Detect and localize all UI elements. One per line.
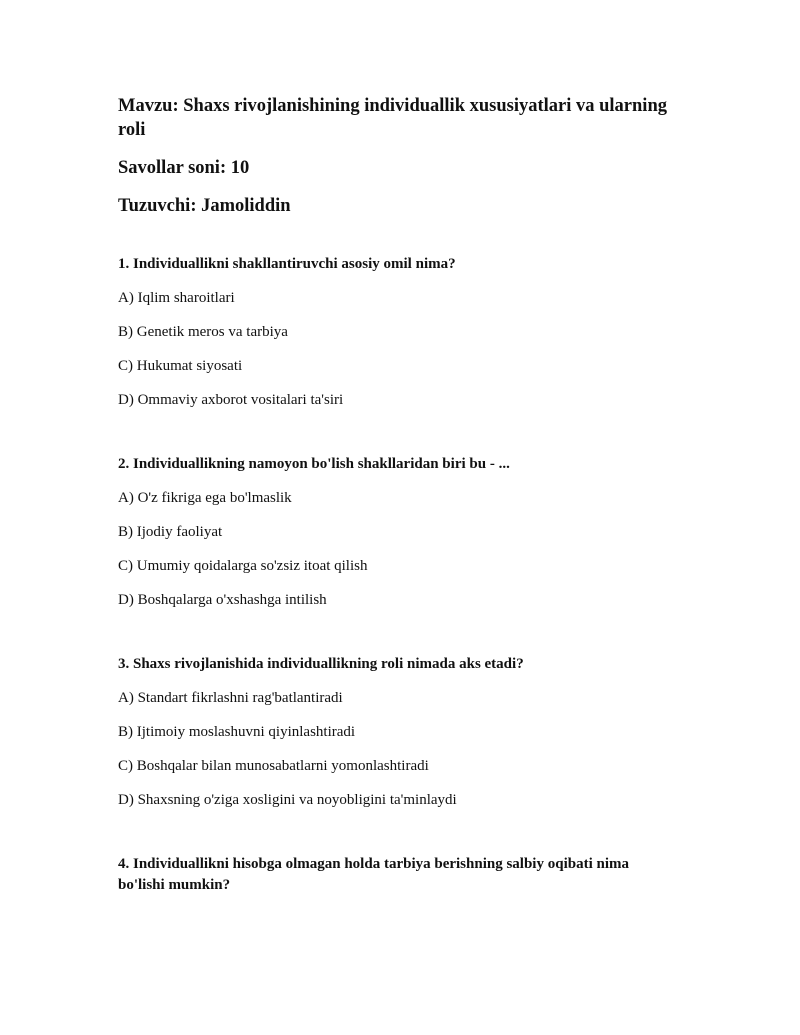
answer-option-d: D) Shaxsning o'ziga xosligini va noyobligini ta'minlaydi [118, 792, 457, 808]
answer-option-d: D) Boshqalarga o'xshashga intilish [118, 592, 327, 608]
question-text: 3. Shaxs rivojlanishida individuallikning roli nimada aks etadi? [118, 656, 524, 672]
question-item-4 [118, 854, 678, 896]
answer-option-c: C) Boshqalar bilan munosabatlarni yomonlashtiradi [118, 758, 429, 774]
question-item-3 [118, 654, 678, 811]
question-item-1 [118, 254, 678, 411]
answer-option-b: B) Ijodiy faoliyat [118, 524, 223, 540]
author-line: Tuzuvchi: Jamoliddin [118, 196, 291, 216]
answer-option-b: B) Genetik meros va tarbiya [118, 324, 288, 340]
document-content [118, 94, 678, 939]
question-text: 2. Individuallikning namoyon bo'lish shakllaridan biri bu - ... [118, 456, 510, 472]
answer-option-a: A) Iqlim sharoitlari [118, 290, 235, 306]
question-count: Savollar soni: 10 [118, 158, 250, 178]
answer-option-d: D) Ommaviy axborot vositalari ta'siri [118, 392, 344, 408]
question-text: 1. Individuallikni shakllantiruvchi asosiy omil nima? [118, 256, 456, 272]
answer-option-a: A) O'z fikriga ega bo'lmaslik [118, 490, 292, 506]
answer-option-c: C) Umumiy qoidalarga so'zsiz itoat qilish [118, 558, 368, 574]
answer-option-b: B) Ijtimoiy moslashuvni qiyinlashtiradi [118, 724, 356, 740]
question-item-2 [118, 454, 678, 611]
answer-option-c: C) Hukumat siyosati [118, 358, 243, 374]
answer-option-a: A) Standart fikrlashni rag'batlantiradi [118, 690, 343, 706]
question-text: 4. Individuallikni hisobga olmagan holda tarbiya berishning salbiy oqibati nima bo'lishi mumkin? [118, 856, 629, 893]
document-title: Mavzu: Shaxs rivojlanishining individuallik xususiyatlari va ularning roli [118, 96, 667, 140]
question-list [118, 254, 678, 896]
